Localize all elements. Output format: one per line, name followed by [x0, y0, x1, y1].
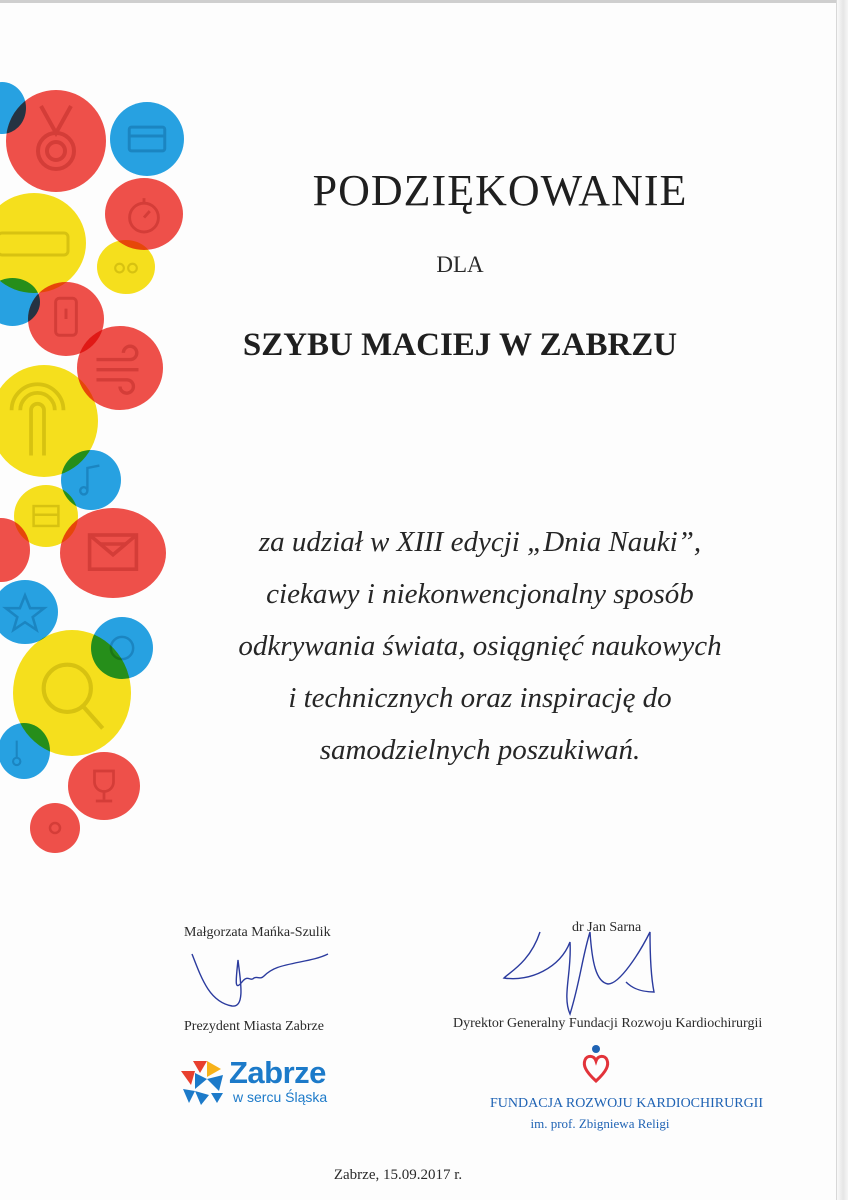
medal-icon — [6, 90, 106, 192]
scan-edge-right — [836, 0, 848, 1200]
right-signature — [500, 922, 670, 1022]
right-signatory-role: Dyrektor Generalny Fundacji Rozwoju Kardiochirurgii — [453, 1016, 763, 1031]
foundation-name: FUNDACJA ROZWOJU KARDIOCHIRURGII — [490, 1096, 764, 1111]
certificate-title: PODZIĘKOWANIE — [312, 166, 688, 215]
body-line: samodzielnych poszukiwań. — [319, 734, 641, 766]
for-label: DLA — [436, 252, 484, 277]
left-signature — [180, 940, 340, 1020]
zabrze-hexagon-icon — [177, 1059, 229, 1107]
certificate-body — [170, 516, 790, 776]
body-line: za udział w XIII edycji „Dnia Nauki”, — [258, 526, 702, 558]
place-and-date: Zabrze, 15.09.2017 r. — [333, 1167, 463, 1183]
card-icon — [110, 102, 184, 176]
body-line: ciekawy i niekonwencjonalny sposób — [266, 578, 694, 610]
left-signatory-role: Prezydent Miasta Zabrze — [184, 1019, 324, 1034]
moon-icon — [30, 803, 80, 853]
foundation-logo — [490, 1043, 764, 1133]
thermometer-icon — [0, 723, 50, 779]
scan-edge-line — [836, 0, 837, 1200]
recipient-name: SZYBU MACIEJ W ZABRZU — [242, 327, 678, 363]
zabrze-logo — [177, 1055, 337, 1110]
zabrze-logo-word: Zabrze — [229, 1055, 326, 1090]
zabrze-logo-tagline: w sercu Śląska — [233, 1089, 328, 1105]
body-line: odkrywania świata, osiągnięć naukowych — [238, 630, 722, 662]
left-signatory-name: Małgorzata Mańka-Szulik — [184, 925, 331, 940]
foundation-subtitle: im. prof. Zbigniewa Religi — [530, 1116, 670, 1131]
mail-icon — [60, 508, 166, 598]
body-line: i technicznych oraz inspirację do — [288, 682, 672, 714]
heart-icon — [581, 1043, 611, 1085]
glasses-icon — [97, 240, 155, 294]
right-signatory-name: dr Jan Sarna — [572, 920, 642, 935]
